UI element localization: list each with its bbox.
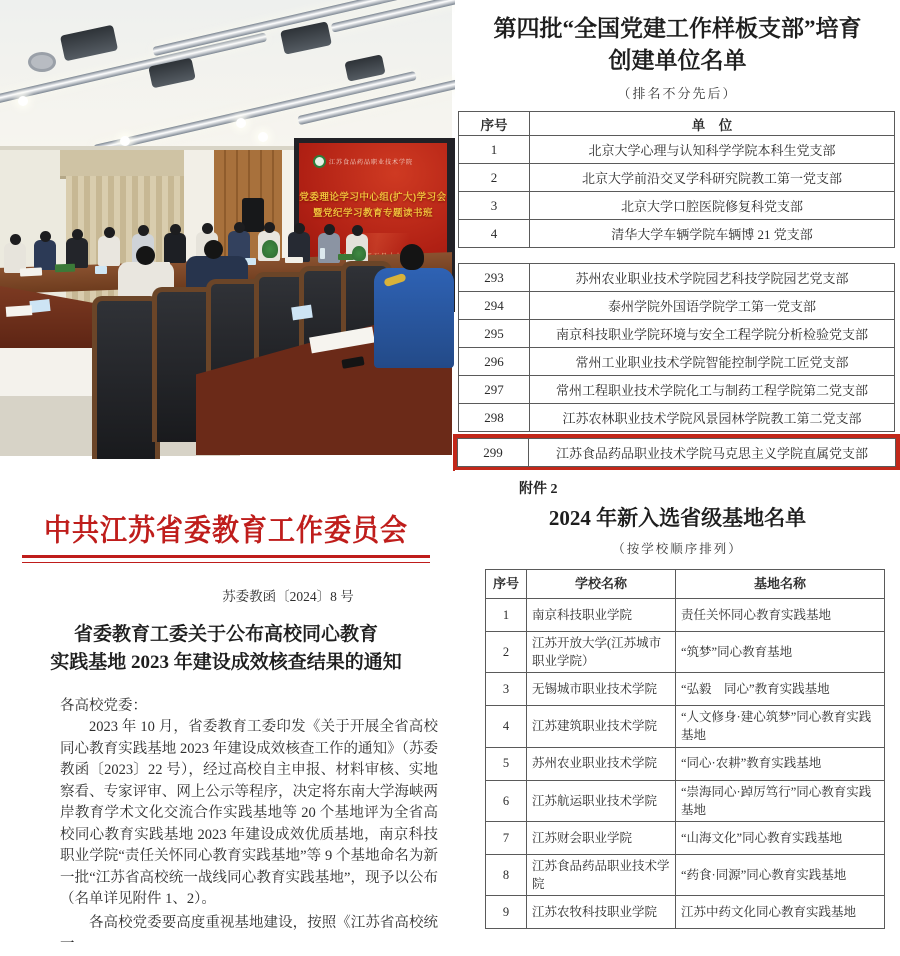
table-row — [486, 673, 885, 706]
unit-cell: 常州工程职业技术学院化工与制药工程学院第二党支部 — [530, 376, 895, 404]
letter-title — [0, 621, 452, 676]
table-row — [486, 821, 885, 854]
school-cell: 无锡城市职业技术学院 — [527, 673, 676, 706]
header-unit: 单 位 — [530, 112, 895, 136]
index-cell: 297 — [459, 376, 530, 404]
paper — [285, 257, 303, 263]
header-index: 序号 — [459, 112, 530, 136]
table-row — [459, 292, 895, 320]
meeting-room-photo — [0, 0, 452, 452]
index-cell: 299 — [458, 439, 529, 467]
document-number: 苏委教函〔2024〕8 号 — [222, 589, 354, 604]
table-row — [459, 164, 895, 192]
unit-cell: 南京科技职业学院环境与安全工程学院分析检验党支部 — [530, 320, 895, 348]
body-paragraph-1: 2023 年 10 月，省委教育工委印发《关于开展全省高校同心教育实践基地 2023 年建设成效核查工作的通知》（苏委教函〔2023〕22 号），经过高校自主申报、材料审核、实地察看、专家评审、网上公示等程序，决定将东南大学海峡两岸教育学术文化交流合作实践基地等 20 个基地评为全省高校同心教育实践基地 2023 年建设成效优质基地，南京科技职业学院“责任关怀同心教育实践基地”等 9 个基地命名为新一批“江苏省高校统一战线同心教育实践基地”，现予以公布（名单详见附件 1、2）。 — [60, 719, 438, 908]
school-cell: 江苏财会职业学院 — [527, 821, 676, 854]
school-cell: 江苏农牧科技职业学院 — [527, 896, 676, 929]
base-cell: “弘毅 同心”教育实践基地 — [676, 673, 885, 706]
paper — [20, 267, 42, 276]
school-cell: 江苏食品药品职业技术学院 — [527, 854, 676, 895]
red-divider-line — [22, 555, 430, 563]
letter-title-line2: 实践基地 2023 年建设成效核查结果的通知 — [50, 651, 402, 673]
table-row — [486, 747, 885, 780]
paper — [6, 305, 33, 317]
index-cell: 4 — [486, 706, 527, 747]
screen-title-line1: 党委理论学习中心组(扩大)学习会 — [299, 192, 447, 203]
ceiling-vent — [28, 52, 56, 72]
index-cell: 1 — [459, 136, 530, 164]
screen-title-line2: 暨党纪学习教育专题读书班 — [312, 208, 433, 219]
folder — [55, 264, 75, 273]
base-cell: “崇海同心·踔厉笃行”同心教育实践基地 — [676, 780, 885, 821]
branch-table-bottom — [458, 263, 895, 432]
attachment-title: 2024 年新入选省级基地名单 — [548, 506, 807, 530]
name-card — [95, 266, 107, 274]
table-row — [459, 348, 895, 376]
base-list-table — [485, 569, 885, 929]
base-cell: “人文修身·建心筑梦”同心教育实践基地 — [676, 706, 885, 747]
downlight — [120, 136, 130, 146]
curtain-pelmet — [60, 150, 190, 179]
school-cell: 南京科技职业学院 — [527, 599, 676, 632]
plant — [262, 240, 278, 258]
downlight — [236, 118, 246, 128]
unit-cell: 北京大学心理与认知科学学院本科生党支部 — [530, 136, 895, 164]
attachment-subtitle: （按学校顺序排列） — [612, 542, 743, 556]
index-cell: 2 — [459, 164, 530, 192]
plant — [352, 246, 366, 261]
table-row — [459, 136, 895, 164]
salutation: 各高校党委： — [60, 698, 147, 715]
attendee — [98, 236, 120, 266]
issuing-org-header: 中共江苏省委教育工作委员会 — [44, 513, 408, 548]
index-cell: 5 — [486, 747, 527, 780]
table-row — [459, 404, 895, 432]
school-logo-icon — [313, 155, 326, 168]
table-break — [455, 248, 900, 254]
attachment-label: 附件 2 — [519, 482, 558, 497]
base-cell: “筑梦”同心教育基地 — [676, 632, 885, 673]
index-cell: 9 — [486, 896, 527, 929]
school-logo — [313, 155, 413, 168]
national-list-document — [455, 0, 900, 470]
index-cell: 8 — [486, 854, 527, 895]
table-row — [486, 706, 885, 747]
header-school: 学校名称 — [527, 570, 676, 599]
base-cell: 责任关怀同心教育实践基地 — [676, 599, 885, 632]
table-row — [459, 376, 895, 404]
table-row — [486, 896, 885, 929]
base-cell: “药食·同源”同心教育实践基地 — [676, 854, 885, 895]
base-cell: “同心·农耕”教育实践基地 — [676, 747, 885, 780]
table-row — [486, 780, 885, 821]
conference-chair — [92, 296, 160, 459]
index-cell: 3 — [486, 673, 527, 706]
name-card — [29, 299, 50, 313]
school-cell: 江苏建筑职业技术学院 — [527, 706, 676, 747]
index-cell: 3 — [459, 192, 530, 220]
ceiling — [0, 0, 452, 148]
attachment-2-document — [455, 470, 900, 919]
index-cell: 6 — [486, 780, 527, 821]
index-cell: 293 — [459, 264, 530, 292]
title-line2: 创建单位名单 — [608, 47, 747, 73]
school-logo-text: 江苏食品药品职业技术学院 — [329, 160, 414, 166]
base-cell: 江苏中药文化同心教育实践基地 — [676, 896, 885, 929]
school-cell: 江苏开放大学(江苏城市职业学院） — [527, 632, 676, 673]
table-header-row — [486, 570, 885, 599]
attendee-blue-shirt — [374, 268, 454, 368]
official-letter-document — [0, 470, 452, 953]
index-cell: 295 — [459, 320, 530, 348]
title-line1: 第四批“全国党建工作样板支部”培育 — [493, 16, 862, 41]
table-row — [486, 599, 885, 632]
unit-cell: 北京大学前沿交叉学科研究院教工第一党支部 — [530, 164, 895, 192]
highlighted-row-table — [457, 438, 896, 467]
unit-cell: 苏州农业职业技术学院园艺科技学院园艺党支部 — [530, 264, 895, 292]
index-cell: 298 — [459, 404, 530, 432]
unit-cell: 江苏农林职业技术学院风景园林学院教工第二党支部 — [530, 404, 895, 432]
index-cell: 2 — [486, 632, 527, 673]
branch-table-top — [458, 111, 895, 248]
downlight — [258, 132, 268, 142]
table-row-highlighted — [458, 439, 896, 467]
table-row — [486, 632, 885, 673]
highlight-red-box — [453, 434, 900, 471]
school-cell: 江苏航运职业技术学院 — [527, 780, 676, 821]
attendee — [34, 240, 56, 270]
index-cell: 294 — [459, 292, 530, 320]
letter-title-line1: 省委教育工委关于公布高校同心教育 — [73, 624, 378, 645]
table-row — [486, 854, 885, 895]
attendee — [164, 233, 186, 263]
document-subtitle: （排名不分先后） — [617, 86, 738, 102]
body-paragraph-2: 各高校党委要高度重视基地建设，按照《江苏省高校统一 — [60, 914, 438, 953]
header-index: 序号 — [486, 570, 527, 599]
index-cell: 1 — [486, 599, 527, 632]
unit-cell: 清华大学车辆学院车辆博 21 党支部 — [530, 220, 895, 248]
document-title — [455, 13, 900, 76]
header-base: 基地名称 — [676, 570, 885, 599]
index-cell: 4 — [459, 220, 530, 248]
table-row — [459, 320, 895, 348]
water-bottle — [320, 248, 325, 259]
unit-cell: 泰州学院外国语学院学工第一党支部 — [530, 292, 895, 320]
table-row — [459, 192, 895, 220]
wall-speaker — [242, 198, 264, 232]
index-cell: 7 — [486, 821, 527, 854]
name-card — [291, 305, 313, 321]
unit-cell: 北京大学口腔医院修复科党支部 — [530, 192, 895, 220]
school-cell: 苏州农业职业技术学院 — [527, 747, 676, 780]
table-header-row — [459, 112, 895, 136]
downlight — [18, 96, 28, 106]
table-row — [459, 220, 895, 248]
table-row — [459, 264, 895, 292]
unit-cell: 常州工业职业技术学院智能控制学院工匠党支部 — [530, 348, 895, 376]
index-cell: 296 — [459, 348, 530, 376]
base-cell: “山海文化”同心教育实践基地 — [676, 821, 885, 854]
unit-cell: 江苏食品药品职业技术学院马克思主义学院直属党支部 — [529, 439, 896, 467]
